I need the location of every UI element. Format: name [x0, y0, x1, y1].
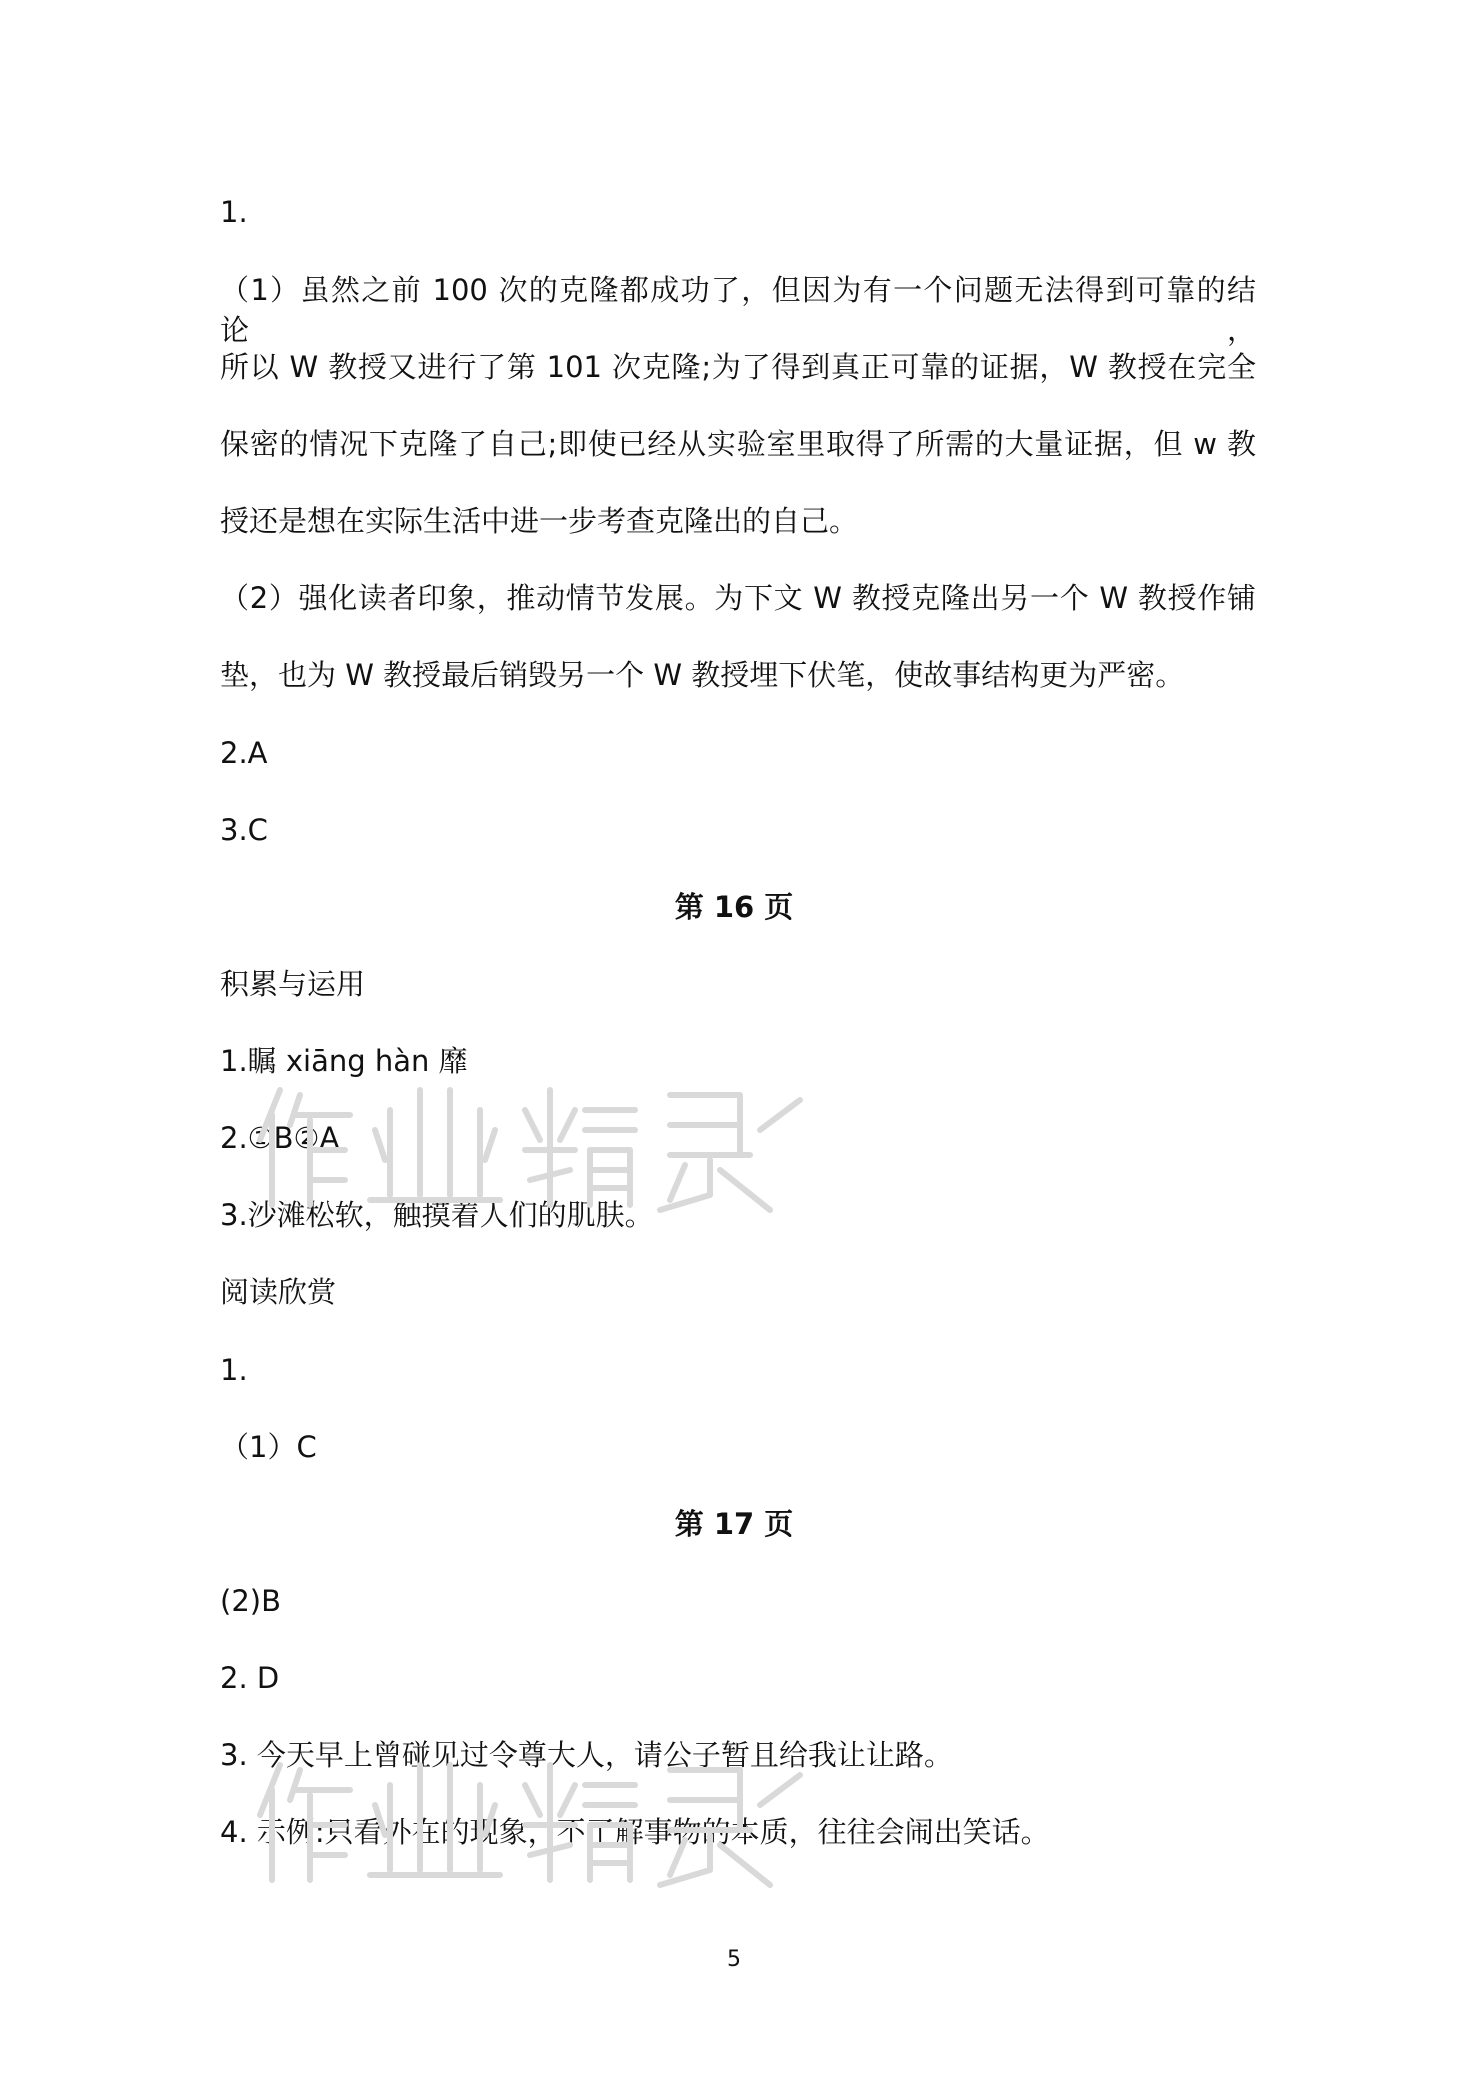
p16-answer-3: 3.沙滩松软，触摸着人们的肌肤。	[220, 1198, 654, 1232]
page-17-heading: 第 17 页	[674, 1507, 794, 1541]
answer-1-2-line-2: 垫，也为 W 教授最后销毁另一个 W 教授埋下伏笔，使故事结构更为严密。	[220, 658, 1185, 692]
p17-answer-2: 2. D	[220, 1661, 280, 1695]
p16-answer-1: 1.瞩 xiāng hàn 靡	[220, 1044, 468, 1078]
p16-answer-2: 2.①B②A	[220, 1121, 340, 1155]
answer-1-2-line-1: （2）强化读者印象，推动情节发展。为下文 W 教授克隆出另一个 W 教授作铺	[220, 581, 1256, 615]
answer-1-1-line-2: 所以 W 教授又进行了第 101 次克隆;为了得到真正可靠的证据，W 教授在完全	[220, 350, 1256, 384]
section-title-reading: 阅读欣赏	[220, 1275, 337, 1309]
page-16-heading: 第 16 页	[674, 890, 794, 924]
p17-answer-1-2: (2)B	[220, 1584, 281, 1618]
p16-reading-answer-1-label: 1.	[220, 1353, 248, 1387]
p17-answer-3: 3. 今天早上曾碰见过令尊大人，请公子暂且给我让让路。	[220, 1738, 953, 1772]
answer-1-1-line-3: 保密的情况下克隆了自己;即使已经从实验室里取得了所需的大量证据，但 w 教	[220, 427, 1256, 461]
page-number: 5	[727, 1947, 741, 1972]
question-1-label: 1.	[220, 195, 248, 229]
answer-1-1-line-4: 授还是想在实际生活中进一步考查克隆出的自己。	[220, 504, 859, 538]
p17-answer-4: 4. 示例:只看外在的现象，不了解事物的本质，往往会闹出笑话。	[220, 1815, 1050, 1849]
answer-1-1-line-1: （1）虽然之前 100 次的克隆都成功了，但因为有一个问题无法得到可靠的结论，	[220, 273, 1256, 347]
answer-2: 2.A	[220, 736, 268, 770]
section-title-accumulation: 积累与运用	[220, 967, 366, 1001]
p16-reading-answer-1-1: （1）C	[220, 1430, 317, 1464]
answer-3: 3.C	[220, 813, 268, 847]
